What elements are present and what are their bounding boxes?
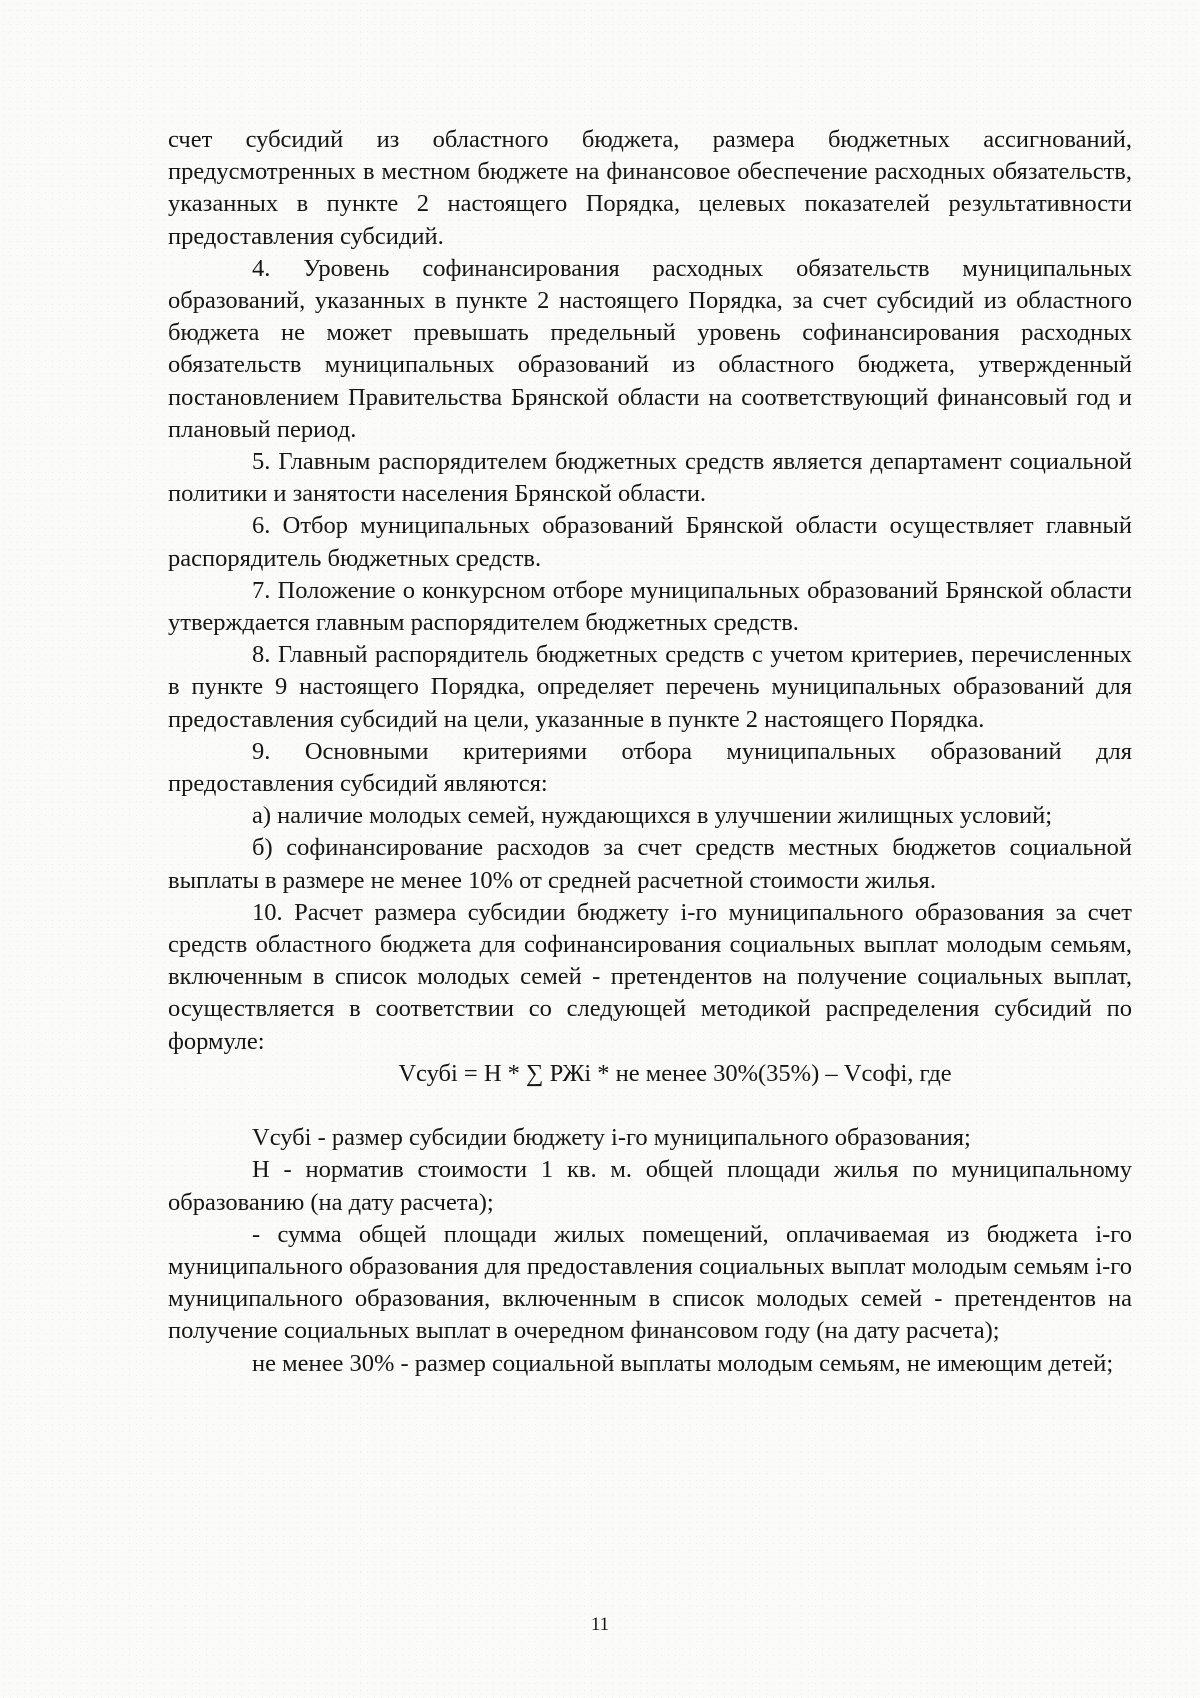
paragraph-criterion-a: а) наличие молодых семей, нуждающихся в улучшении жилищных условий; [252, 802, 1053, 830]
definition-vsub: Vсубi - размер субсидии бюджету i-го муниципального образования; [252, 1124, 971, 1152]
paragraph-item-4: 4. Уровень софинансирования расходных обязательств муниципальных образований, указанных в пункте 2 настоящего Порядка, за счет субсидий из областного бюджета не может превышать предельный уровень софинансирования расходных обязательств муниципальных образований из областного бюджета, утвержденный постановлением Правительства Брянской области на соответствующий финансовый год и плановый период. [168, 254, 1132, 443]
definition-area-sum: - сумма общей площади жилых помещений, оплачиваемая из бюджета i-го муниципального образования для предоставления социальных выплат молодым семьям i-го муниципального образования, включенным в список молодых семей - претендентов на получение социальных выплат в очередном финансовом году (на дату расчета); [168, 1220, 1132, 1345]
paragraph-item-5: 5. Главным распорядителем бюджетных средств является департамент социальной политики и занятости населения Брянской области. [168, 448, 1132, 508]
definition-min-30-percent: не менее 30% - размер социальной выплаты молодым семьям, не имеющим детей; [252, 1349, 1114, 1377]
page-number: 11 [590, 1614, 610, 1635]
paragraph-item-10: 10. Расчет размера субсидии бюджету i-го муниципального образования за счет средств областного бюджета для софинансирования социальных выплат молодым семьям, включенным в список молодых семей - претендентов на получение социальных выплат, осуществляется в соответствии со следующей методикой распределения субсидий по формуле: [168, 898, 1132, 1055]
paragraph-subsidy-account: счет субсидий из областного бюджета, размера бюджетных ассигнований, предусмотренных в местном бюджете на финансовое обеспечение расходных обязательств, указанных в пункте 2 настоящего Порядка, целевых показателей результативности предоставления субсидий. [168, 126, 1132, 250]
paragraph-item-6: 6. Отбор муниципальных образований Брянской области осуществляет главный распорядитель бюджетных средств. [168, 512, 1132, 572]
paragraph-item-7: 7. Положение о конкурсном отборе муниципальных образований Брянской области утверждается главным распорядителем бюджетных средств. [168, 576, 1132, 637]
definition-norm-cost: Н - норматив стоимости 1 кв. м. общей площади жилья по муниципальному образованию (на дату расчета); [168, 1156, 1132, 1216]
subsidy-formula: Vсубi = Н * ∑ РЖi * не менее 30%(35%) – Vсофi, где [398, 1059, 952, 1087]
paragraph-item-9: 9. Основными критериями отбора муниципальных образований для предоставления субсидий являются: [168, 737, 1132, 798]
paragraph-criterion-b: б) софинансирование расходов за счет средств местных бюджетов социальной выплаты в размере не менее 10% от средней расчетной стоимости жилья. [168, 834, 1132, 894]
document-body [168, 124, 1132, 1380]
paragraph-item-8: 8. Главный распорядитель бюджетных средств с учетом критериев, перечисленных в пункте 9 настоящего Порядка, определяет перечень муниципальных образований для предоставления субсидий на цели, указанные в пункте 2 настоящего Порядка. [168, 641, 1132, 733]
